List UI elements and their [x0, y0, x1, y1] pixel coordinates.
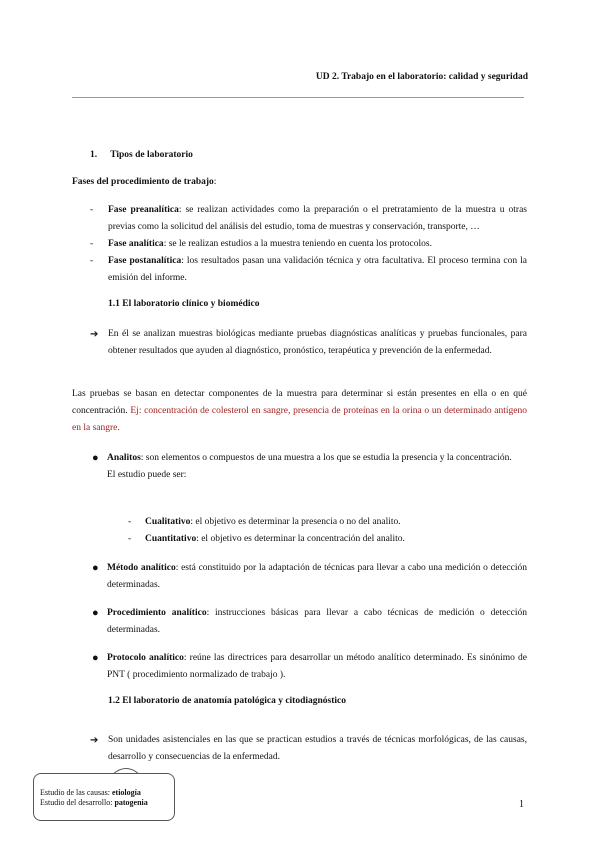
callout-line-patogenia: Estudio del desarrollo: patogenia	[40, 798, 148, 807]
bullet-item-metodo-analitico	[90, 560, 527, 594]
page-header-title: UD 2. Trabajo en el laboratorio: calidad y seguridad	[315, 72, 528, 82]
list-item-cuantitativo	[128, 531, 528, 548]
subsection-heading-1-1: 1.1 El laboratorio clínico y biomédico	[108, 299, 260, 309]
section-title: Tipos de laboratorio	[110, 150, 193, 160]
page-number: 1	[519, 799, 524, 810]
list-item-fase-postanalitica	[90, 253, 527, 287]
arrow-paragraph-1	[90, 326, 527, 360]
bullet-term: Procedimiento analítico	[107, 608, 207, 618]
arrow-paragraph-2	[90, 732, 527, 766]
dash-marker: -	[90, 239, 94, 249]
fases-heading-label: Fases del procedimiento de trabajo	[72, 177, 214, 187]
bullet-dot-icon: ●	[92, 607, 99, 619]
subsection-heading-1-2: 1.2 El laboratorio de anatomía patológica y citodiagnóstico	[108, 696, 347, 706]
fases-heading	[72, 174, 527, 191]
list-item-cualitativo	[128, 514, 528, 531]
section-number: 1.	[90, 150, 98, 160]
bullet-dot-icon: ●	[92, 452, 99, 464]
callout-line-etiologia: Estudio de las causas: etiología	[40, 788, 141, 797]
bullet-text: : reúne las directrices para desarrollar un método analítico determinado. Es sinónimo de PNT ( procedimiento normalizado de trabajo ).	[107, 653, 528, 680]
arrow-paragraph-text: Son unidades asistenciales en las que se practican estudios a través de técnicas morfológicas, de las causas, desarrollo y consecuencias de la enfermedad.	[108, 735, 527, 762]
annotation-callout	[33, 773, 175, 821]
dash-marker: -	[128, 517, 132, 527]
tipo-term: Cuantitativo	[145, 534, 197, 544]
bullet-term: Protocolo analítico	[107, 653, 184, 663]
list-item-fase-preanalitica	[90, 202, 527, 236]
fases-heading-colon: :	[213, 177, 217, 187]
fase-term: Fase postanalítica	[108, 256, 182, 266]
tipo-term: Cualitativo	[145, 517, 191, 527]
list-item-fase-analitica	[90, 236, 527, 253]
fase-text: : se le realizan estudios a la muestra teniendo en cuenta los protocolos.	[163, 239, 432, 249]
bullet-term: Analitos	[107, 453, 141, 463]
fase-term: Fase analítica	[108, 239, 164, 249]
pruebas-paragraph	[72, 386, 527, 437]
bullet-dot-icon: ●	[92, 652, 99, 664]
bullet-item-protocolo-analitico	[90, 650, 527, 684]
bullet-item-analitos	[90, 450, 527, 484]
fase-text: : se realizan actividades como la preparación o el pretratamiento de la muestra u otras previas como la solicitud del análisis del estudio, toma de muestras y conservación, transporte, …	[108, 205, 528, 232]
arrow-right-icon: ➔	[90, 329, 99, 340]
bullet-item-procedimiento-analitico	[90, 605, 527, 639]
bullet-term: Método analítico	[107, 563, 176, 573]
dash-marker: -	[90, 256, 94, 266]
example-text: Ej: concentración de colesterol en sangre, presencia de proteínas en la orina o un determinado antígeno en la sangre.	[72, 406, 527, 433]
bullet-text: : instrucciones básicas para llevar a cabo técnicas de medición o detección determinadas.	[107, 608, 527, 635]
dash-marker: -	[90, 205, 94, 215]
dash-marker: -	[128, 534, 132, 544]
bullet-text: : son elementos o compuestos de una muestra a los que se estudia la presencia y la concentración.	[140, 453, 512, 463]
arrow-paragraph-text: En él se analizan muestras biológicas mediante pruebas diagnósticas analíticas y pruebas funcionales, para obtener resultados que ayuden al diagnóstico, pronóstico, terapéutica y prevención de la enfermedad.	[108, 329, 527, 356]
bullet-dot-icon: ●	[92, 562, 99, 574]
fase-text: : los resultados pasan una validación técnica y otra facultativa. El proceso termina con la emisión del informe.	[108, 256, 527, 283]
arrow-right-icon: ➔	[90, 735, 99, 746]
tipo-text: : el objetivo es determinar la concentración del analito.	[196, 534, 405, 544]
bullet-text: : está constituido por la adaptación de técnicas para llevar a cabo una medición o detección determinadas.	[107, 563, 527, 590]
tipo-text: : el objetivo es determinar la presencia o no del analito.	[190, 517, 401, 527]
bullet-extra: El estudio puede ser:	[107, 470, 187, 480]
header-divider	[72, 97, 524, 98]
fase-term: Fase preanalítica	[108, 205, 179, 215]
section-heading	[90, 150, 193, 160]
pruebas-text: Las pruebas se basan en detectar componentes de la muestra para determinar si están presentes en ella o en qué concentración.	[72, 389, 527, 416]
